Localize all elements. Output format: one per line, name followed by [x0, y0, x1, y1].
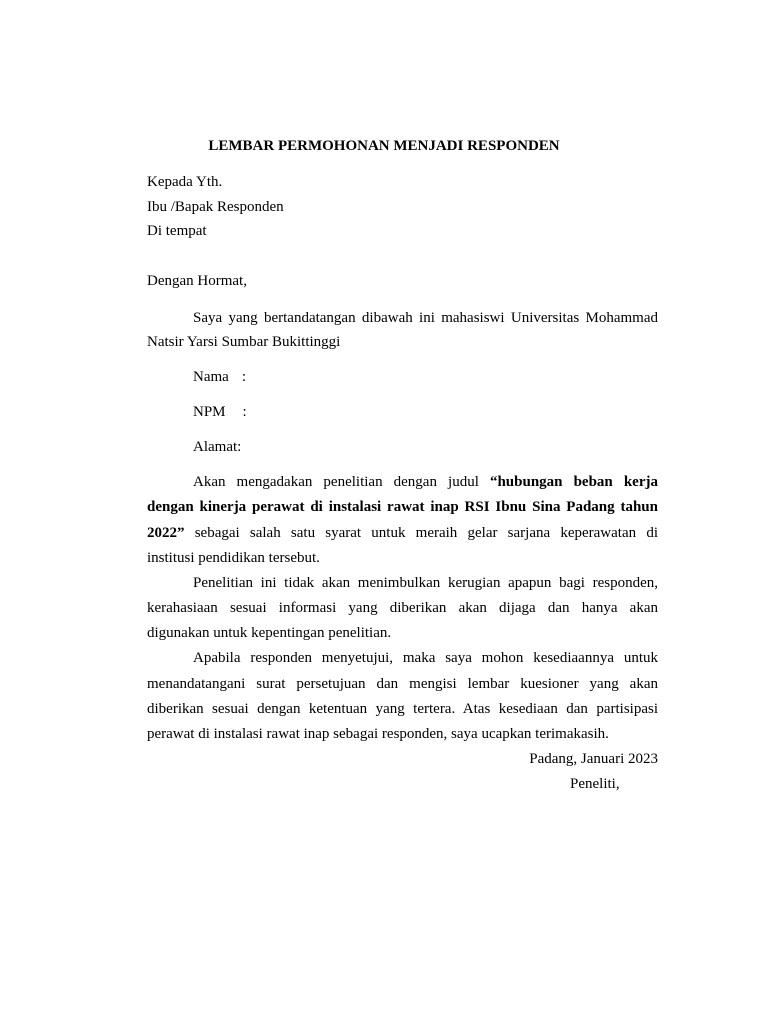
- para1-plain-3: sebagai salah satu syarat untuk meraih gelar sarjana keperawatan di: [194, 525, 658, 541]
- para1-plain-1: Akan mengadakan penelitian dengan judul: [193, 474, 479, 490]
- para3-line-3: diberikan sesuai dengan ketentuan yang tertera. Atas kesediaan dan partisipasi: [147, 701, 658, 717]
- para2-line-1: Penelitian ini tidak akan menimbulkan kerugian apapun bagi responden,: [193, 575, 658, 591]
- address-line-3: Di tempat: [147, 223, 207, 239]
- para1-bold-3: 2022”: [147, 525, 185, 541]
- para1-line-3: [147, 524, 658, 542]
- para1-bold-2: dengan kinerja perawat di instalasi rawat inap RSI Ibnu Sina Padang tahun: [147, 499, 658, 515]
- para1-line-1: [193, 473, 658, 491]
- para2-line-3: digunakan untuk kepentingan penelitian.: [147, 625, 392, 641]
- document-title: LEMBAR PERMOHONAN MENJADI RESPONDEN: [208, 138, 560, 154]
- greeting: Dengan Hormat,: [147, 273, 247, 289]
- intro-line-2: Natsir Yarsi Sumbar Bukittinggi: [147, 334, 341, 350]
- address-line-2: Ibu /Bapak Responden: [147, 199, 284, 215]
- para3-line-4: perawat di instalasi rawat inap sebagai responden, saya ucapkan terimakasih.: [147, 726, 609, 742]
- para1-line-4: institusi pendidikan tersebut.: [147, 550, 320, 566]
- closing-place-date: Padang, Januari 2023: [529, 751, 658, 767]
- field-nama-label: Nama: [193, 369, 229, 385]
- field-nama: [193, 368, 246, 386]
- field-alamat: [193, 438, 241, 456]
- para3-line-1: Apabila responden menyetujui, maka saya mohon kesediaannya untuk: [193, 650, 658, 666]
- field-alamat-colon: :: [237, 439, 242, 455]
- para1-bold-1: “hubungan beban kerja: [489, 474, 658, 490]
- para2-line-2: kerahasiaan sesuai informasi yang diberikan akan dijaga dan hanya akan: [147, 600, 658, 616]
- para1-line-2: [147, 498, 658, 516]
- field-alamat-label: Alamat: [193, 439, 238, 455]
- field-npm-label: NPM: [193, 404, 226, 420]
- field-npm: [193, 403, 247, 421]
- field-nama-colon: :: [241, 369, 246, 385]
- field-npm-colon: :: [242, 404, 247, 420]
- para3-line-2: menandatangani surat persetujuan dan mengisi lembar kuesioner yang akan: [147, 676, 658, 692]
- intro-line-1: Saya yang bertandatangan dibawah ini mahasiswi Universitas Mohammad: [193, 310, 658, 326]
- closing-signer: Peneliti,: [570, 776, 620, 792]
- address-line-1: Kepada Yth.: [147, 174, 223, 190]
